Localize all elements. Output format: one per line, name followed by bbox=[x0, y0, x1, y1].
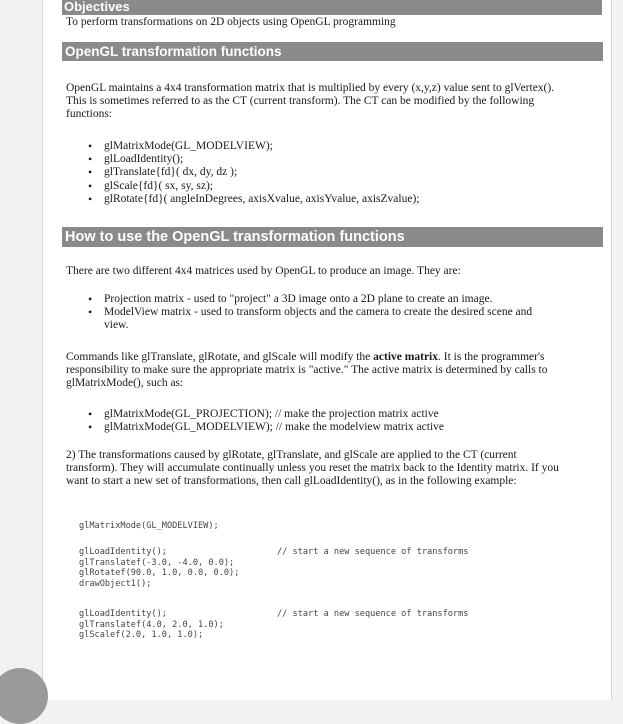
list-item: • glTranslate{fd}( dx, dy, dz ); bbox=[88, 166, 588, 179]
section1-paragraph: OpenGL maintains a 4x4 transformation matrix that is multiplied by every (x,y,z) value sent to glVertex(). This is sometimes referred to as the CT (current transform). The CT can be modified by the following functions: bbox=[66, 82, 555, 120]
active-matrix-term: active matrix bbox=[373, 351, 438, 363]
section-heading-usage: How to use the OpenGL transformation functions bbox=[62, 227, 603, 247]
transformations-paragraph: 2) The transformations caused by glRotate, glTranslate, and glScale are applied to the CT (current transform). They will accumulate continually unless you reset the matrix back to the Identity matrix. If you want to start a new set of transformations, then call glLoadIdentity(), as in the following example: bbox=[66, 449, 559, 487]
matrix-list bbox=[88, 293, 558, 333]
matrix-mode-list bbox=[88, 408, 558, 434]
paragraph-text: . It is the programmer's responsibility to make sure the appropriate matrix is "active." The active matrix is determined by calls to glMatrixMode(), such as: bbox=[66, 351, 548, 389]
list-item: • glRotate{fd}( angleInDegrees, axisXvalue, axisYvalue, axisZvalue); bbox=[88, 193, 588, 206]
function-list bbox=[88, 140, 588, 206]
list-item: • glMatrixMode(GL_MODELVIEW); bbox=[88, 140, 588, 153]
code-block-2: glLoadIdentity(); glTranslatef(4.0, 2.0, 1.0); glScalef(2.0, 1.0, 1.0); bbox=[79, 609, 224, 641]
code-comment: // start a new sequence of transforms bbox=[277, 547, 469, 557]
floating-circle-button[interactable] bbox=[0, 668, 48, 724]
paragraph-text: Commands like glTranslate, glRotate, and glScale will modify the bbox=[66, 351, 374, 363]
code-line: glMatrixMode(GL_MODELVIEW); bbox=[79, 521, 219, 531]
list-item: • glMatrixMode(GL_PROJECTION); // make the projection matrix active bbox=[88, 408, 558, 421]
list-item: • ModelView matrix - used to transform objects and the camera to create the desired scene and view. bbox=[88, 306, 558, 332]
code-comment: // start a new sequence of transforms bbox=[277, 609, 469, 619]
section2-intro: There are two different 4x4 matrices used by OpenGL to produce an image. They are: bbox=[66, 265, 461, 277]
list-item: • Projection matrix - used to "project" a 3D image onto a 2D plane to create an image. bbox=[88, 293, 558, 306]
code-block-1: glLoadIdentity(); glTranslatef(-3.0, -4.0, 0.0); glRotatef(90.0, 1.0, 0.0, 0.0); drawObject1(); bbox=[79, 547, 240, 589]
list-item: • glScale{fd}( sx, sy, sz); bbox=[88, 180, 588, 193]
section-heading-functions: OpenGL transformation functions bbox=[62, 42, 603, 61]
active-matrix-paragraph bbox=[66, 351, 556, 390]
list-item: • glLoadIdentity(); bbox=[88, 153, 588, 166]
objectives-heading: Objectives bbox=[62, 0, 602, 15]
list-item: • glMatrixMode(GL_MODELVIEW); // make the modelview matrix active bbox=[88, 421, 558, 434]
objectives-text: To perform transformations on 2D objects using OpenGL programming bbox=[66, 16, 396, 28]
